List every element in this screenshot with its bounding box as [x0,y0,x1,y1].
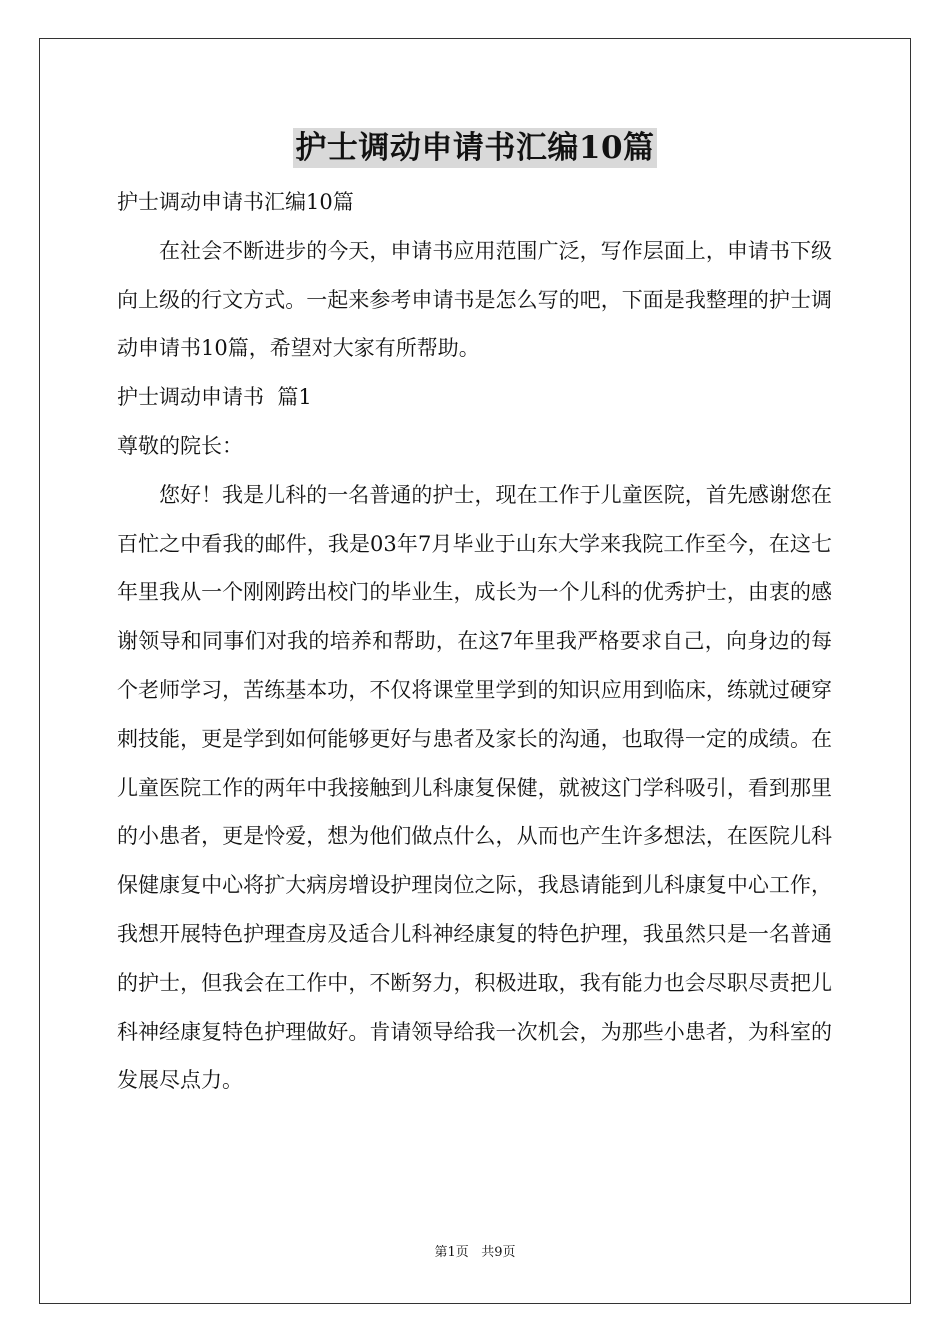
page-footer [0,1244,950,1262]
salutation: 尊敬的院长： [117,433,243,458]
document-content [117,178,832,1105]
body-paragraph: 您好！我是儿科的一名普通的护士，现在工作于儿童医院，首先感谢您在百忙之中看我的邮件，我是03年7月毕业于山东大学来我院工作至今，在这七年里我从一个刚刚跨出校门的毕业生，成长为一个儿科的优秀护士，由衷的感谢领导和同事们对我的培养和帮助，在这7年里我严格要求自己，向身边的每个老师学习，苦练基本功，不仅将课堂里学到的知识应用到临床，练就过硬穿刺技能，更是学到如何能够更好与患者及家长的沟通，也取得一定的成绩。在儿童医院工作的两年中我接触到儿科康复保健，就被这门学科吸引，看到那里的小患者，更是怜爱，想为他们做点什么，从而也产生许多想法，在医院儿科保健康复中心将扩大病房增设护理岗位之际，我恳请能到儿科康复中心工作，我想开展特色护理查房及适合儿科神经康复的特色护理，我虽然只是一名普通的护士，但我会在工作中，不断努力，积极进取，我有能力也会尽职尽责把儿科神经康复特色护理做好。肯请领导给我一次机会，为那些小患者，为科室的发展尽点力。 [117,482,832,1093]
document-title: 护士调动申请书汇编10篇 [295,130,655,166]
total-pages: 共9页 [481,1245,516,1260]
page-number: 第1页 [434,1245,469,1260]
intro-paragraph: 在社会不断进步的今天，申请书应用范围广泛，写作层面上，申请书下级向上级的行文方式。一起来参考申请书是怎么写的吧，下面是我整理的护士调动申请书10篇，希望对大家有所帮助。 [117,238,832,361]
document-subtitle: 护士调动申请书汇编10篇 [117,190,354,214]
title-wrap [0,128,950,168]
section-heading: 护士调动申请书 篇1 [117,385,312,410]
